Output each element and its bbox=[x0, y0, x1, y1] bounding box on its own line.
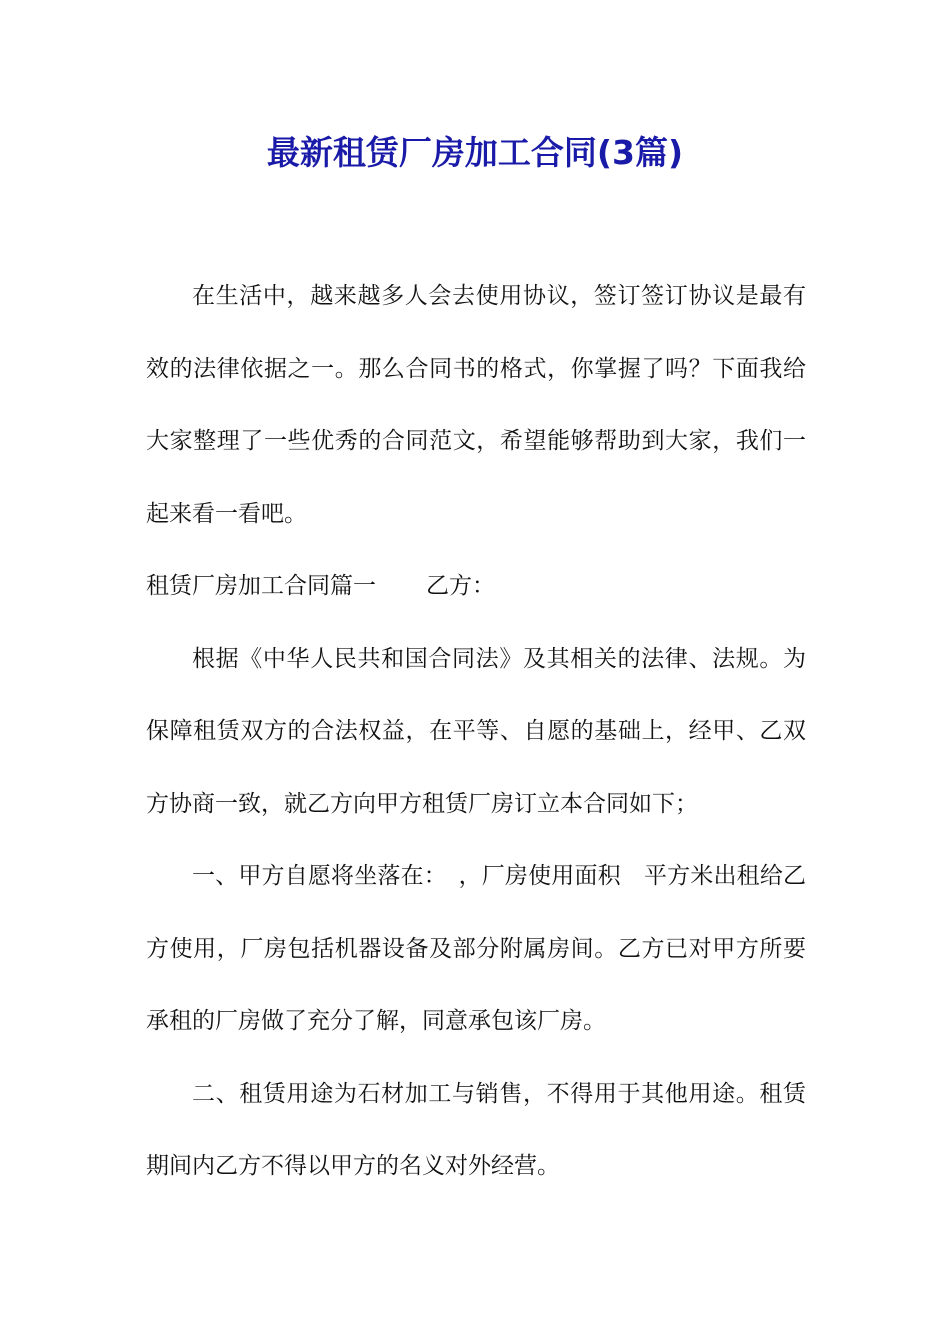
section-heading-line bbox=[146, 550, 806, 623]
clause-1-paragraph: 一、甲方自愿将坐落在： ，厂房使用面积 平方米出租给乙方使用，厂房包括机器设备及部分附属房间。乙方已对甲方所要承租的厂房做了充分了解，同意承包该厂房。 bbox=[146, 863, 806, 1034]
intro-paragraph: 在生活中，越来越多人会去使用协议，签订签订协议是最有效的法律依据之一。那么合同书的格式，你掌握了吗？下面我给大家整理了一些优秀的合同范文，希望能够帮助到大家，我们一起来看一看吧。 bbox=[146, 283, 806, 527]
clause-2-paragraph: 二、租赁用途为石材加工与销售，不得用于其他用途。租赁期间内乙方不得以甲方的名义对外经营。 bbox=[146, 1080, 806, 1179]
section-heading: 租赁厂房加工合同篇一 bbox=[146, 573, 376, 599]
basis-paragraph: 根据《中华人民共和国合同法》及其相关的法律、法规。为保障租赁双方的合法权益，在平等、自愿的基础上，经甲、乙双方协商一致，就乙方向甲方租赁厂房订立本合同如下； bbox=[146, 645, 806, 817]
party-b-label: 乙方： bbox=[426, 573, 495, 599]
document-body bbox=[146, 260, 806, 1203]
document-title: 最新租赁厂房加工合同(3篇) bbox=[266, 133, 684, 172]
